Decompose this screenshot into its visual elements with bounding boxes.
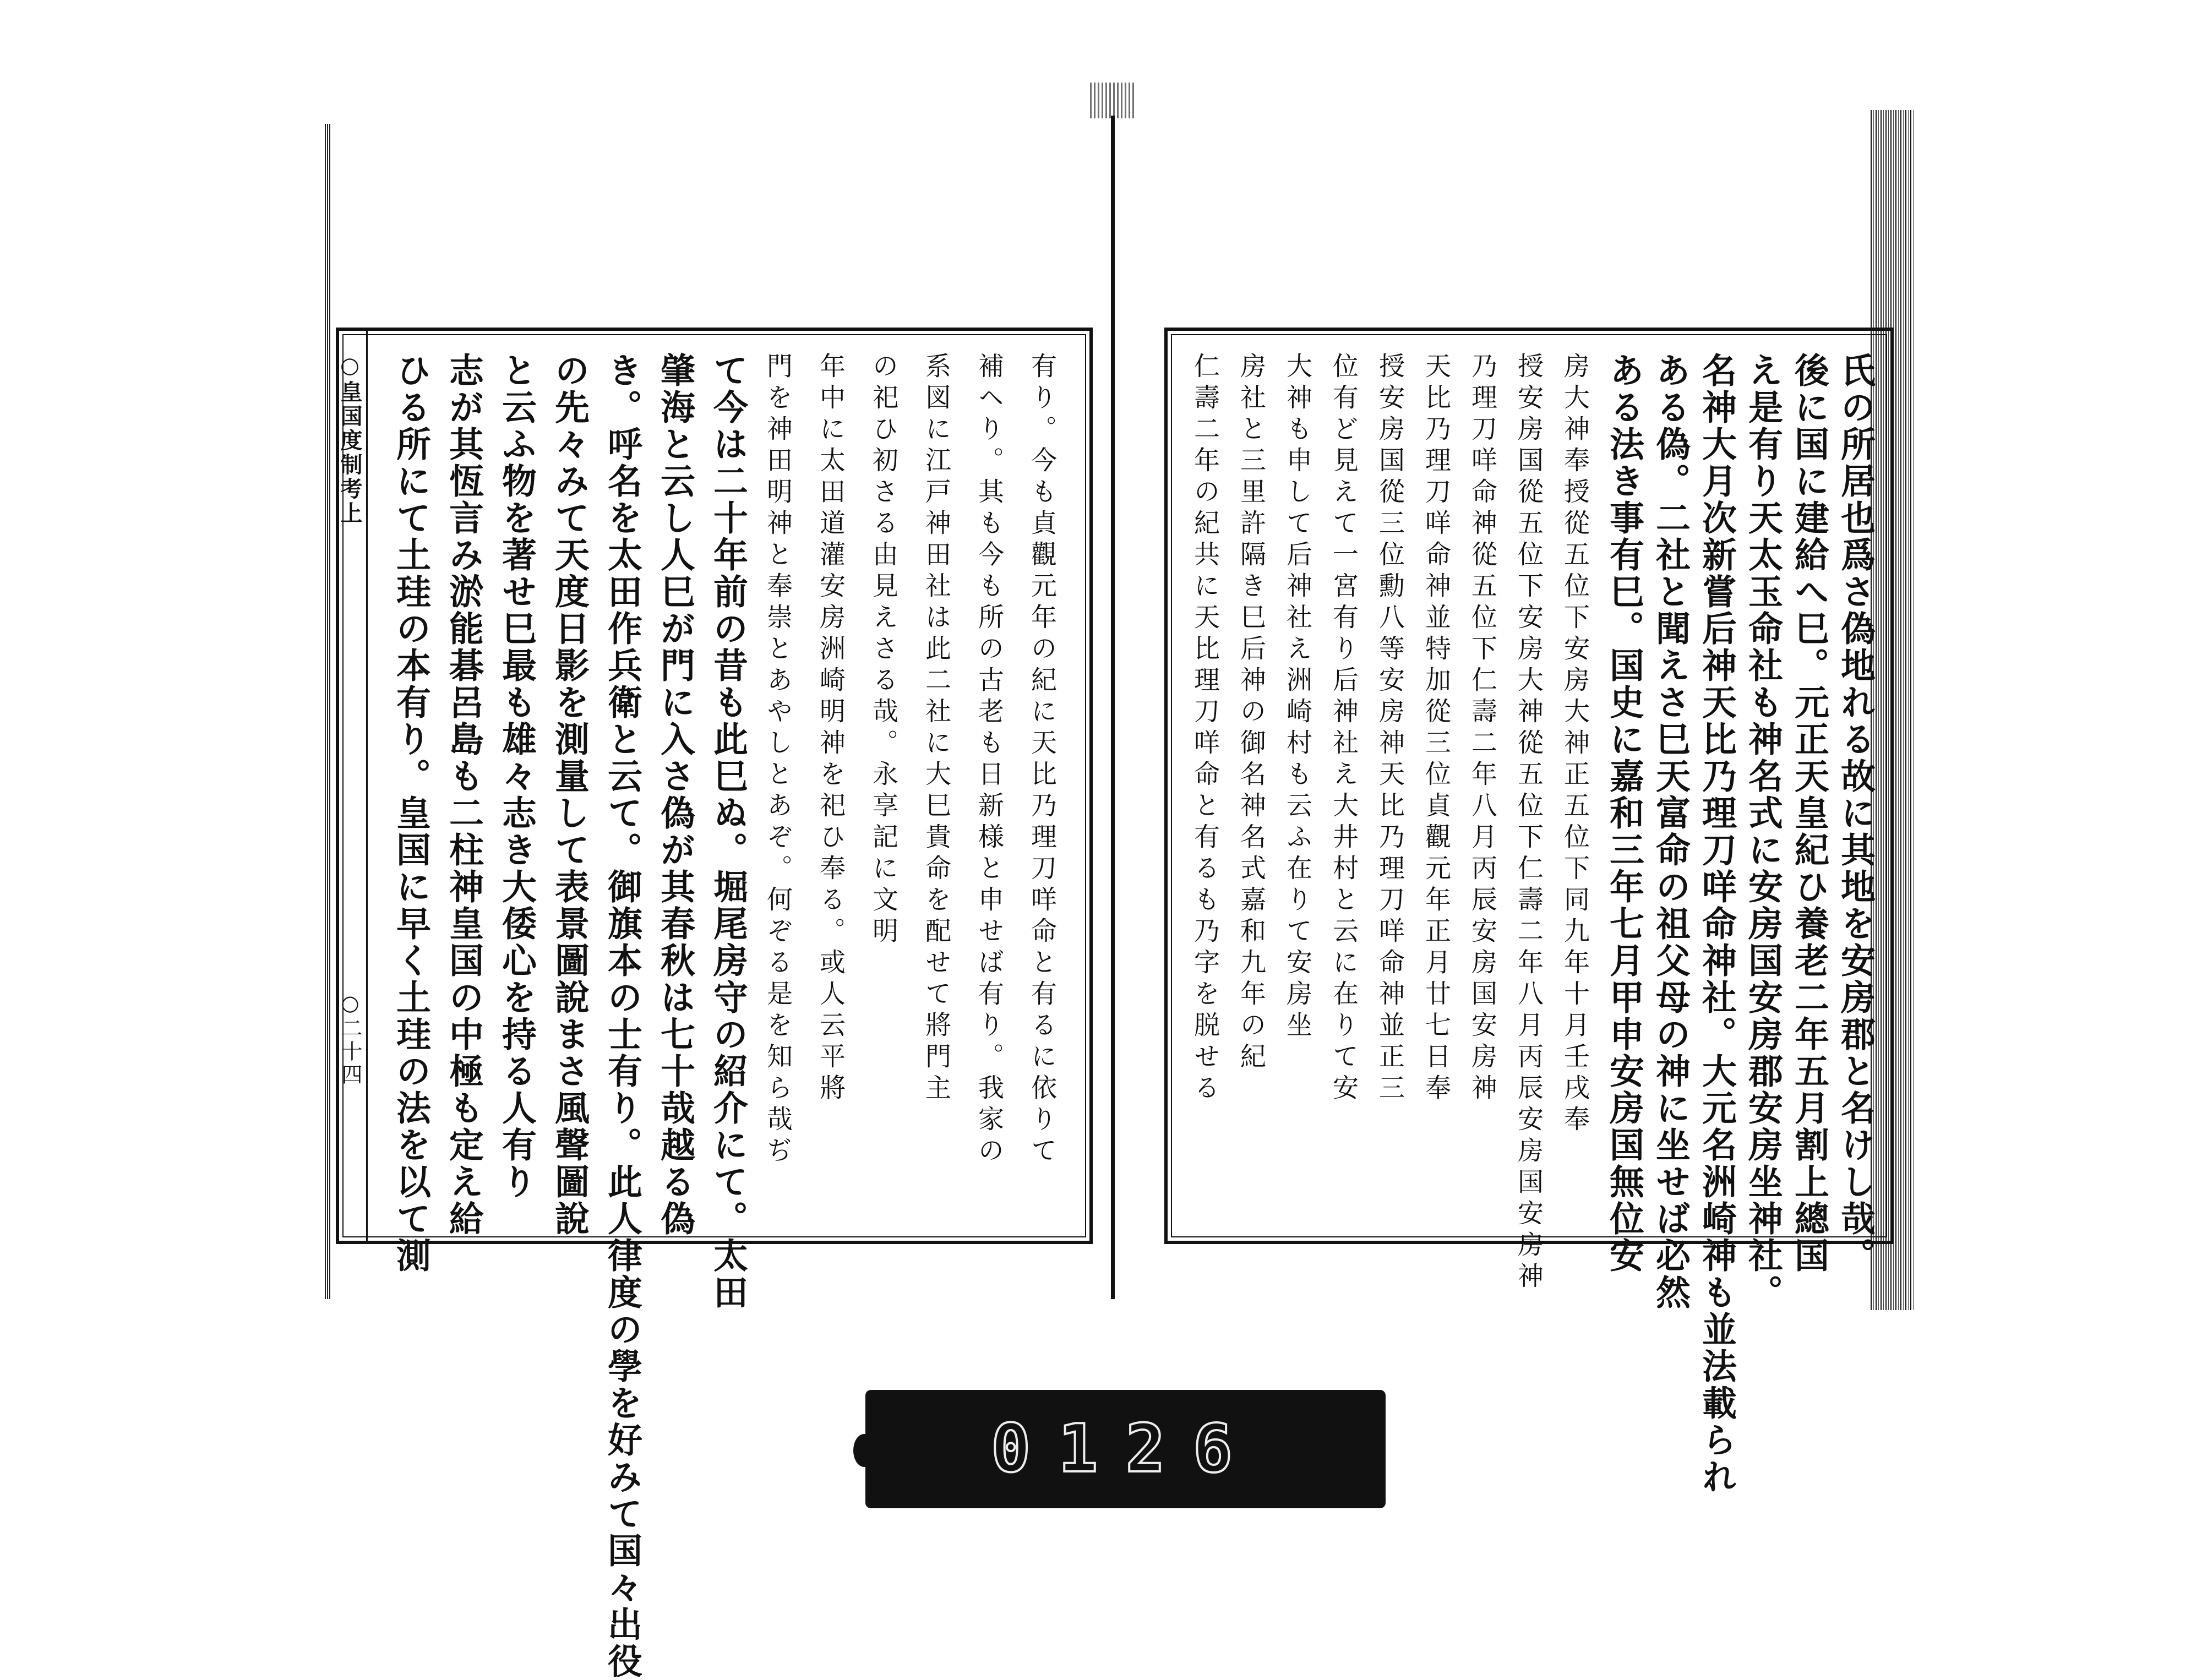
right-page-column: え是有り天太玉命社も神名式に安房国安房郡安房坐神社。 [1743, 352, 1784, 1311]
left-page-column: 肇海と云し人巳が門に入さ偽が其春秋は七十哉越る偽 [655, 352, 696, 1237]
left-page-column: 補ヘり。其も今も所の古老も日新様と申せば有り。我家の [974, 352, 1004, 1168]
left-page-edge [325, 124, 331, 1299]
left-page-column: て今は二十年前の昔も此巳ぬ。堀尾房守の紹介にて。太田 [708, 352, 749, 1311]
right-page-column: 授安房国從三位勳八等安房神天比乃理刀咩命神並正三 [1375, 352, 1405, 1105]
right-page-column: 氏の所居也爲さ偽地れる故に其地を安房郡と名けし哉。 [1835, 352, 1876, 1274]
right-page-column: 乃理刀咩命神從五位下仁壽二年八月丙辰安房国安房神 [1467, 352, 1497, 1105]
right-page-column: 名神大月次新嘗后神天比乃理刀咩命神社。大元名洲崎神も並法載られ [1697, 352, 1737, 1496]
right-page-column: 仁壽二年の紀共に天比理刀咩命と有るも乃字を脱せる [1190, 352, 1220, 1105]
binding-clip [1090, 83, 1134, 118]
right-page-column: ある法き事有巳。国史に嘉和三年七月甲申安房国無位安 [1604, 352, 1645, 1274]
left-page-column: き。呼名を太田作兵衛と云て。御旗本の士有り。此人律度の學を好みて国々出役 [602, 352, 643, 1680]
right-page-column: 後に国に建給へ巳。元正天皇紀ひ養老二年五月割上總国 [1789, 352, 1830, 1274]
book-title: ○皇国度制考上 [337, 352, 363, 526]
right-page-column: 天比乃理刀咩命神並特加從三位貞觀元年正月廿七日奉 [1421, 352, 1451, 1105]
right-page-column: ある偽。二社と聞えさ巳天富命の祖父母の神に坐せば必然 [1650, 352, 1691, 1311]
catalogue-stamp [865, 1390, 1386, 1508]
right-page-column: 授安房国從五位下安房大神從五位下仁壽二年八月丙辰安房国安房神 [1513, 352, 1544, 1294]
left-page-column: 系図に江戸神田社は此二社に大巳貴命を配せて將門主 [921, 352, 951, 1105]
right-page-column: 大神も申して后神社え洲崎村も云ふ在りて安房坐 [1282, 352, 1312, 1043]
left-page-column: と云ふ物を著せ巳最も雄々志き大倭心を持る人有り [497, 352, 537, 1201]
left-page-column: ひる所にて土珪の本有り。皇国に早く土珪の法を以て測 [391, 352, 432, 1274]
left-page-column: 有り。今も貞觀元年の紀に天比乃理刀咩命と有るに依りて [1027, 352, 1057, 1168]
right-page-column: 房社と三里許隔き巳后神の御名神名式嘉和九年の紀 [1236, 352, 1266, 1074]
left-page-column: の祀ひ初さる由見えさる哉。永享記に文明 [868, 352, 898, 948]
gutter-line [1111, 116, 1115, 1299]
right-page-column: 位有ど見えて一宮有り后神社え大井村と云に在りて安 [1328, 352, 1359, 1105]
left-page-column: 年中に太田道灌安房洲崎明神を祀ひ奉る。或人云平將 [815, 352, 846, 1105]
right-page-column: 房大神奉授從五位下安房大神正五位下同九年十月壬戌奉 [1560, 352, 1590, 1137]
page-number: ○二十四 [338, 991, 362, 1087]
left-page-column: の先々みて天度日影を測量して表景圖說まさ風聲圖說 [549, 352, 590, 1237]
left-page-column: 志が其恆言み淤能碁呂島も二柱神皇国の中極も定え給 [444, 352, 484, 1237]
margin-strip [338, 330, 368, 1241]
stamp-number: 0126 [991, 1411, 1260, 1487]
left-page-column: 門を神田明神と奉崇とあやしとあぞ。何ぞる是を知ら哉ぢ [762, 352, 793, 1168]
